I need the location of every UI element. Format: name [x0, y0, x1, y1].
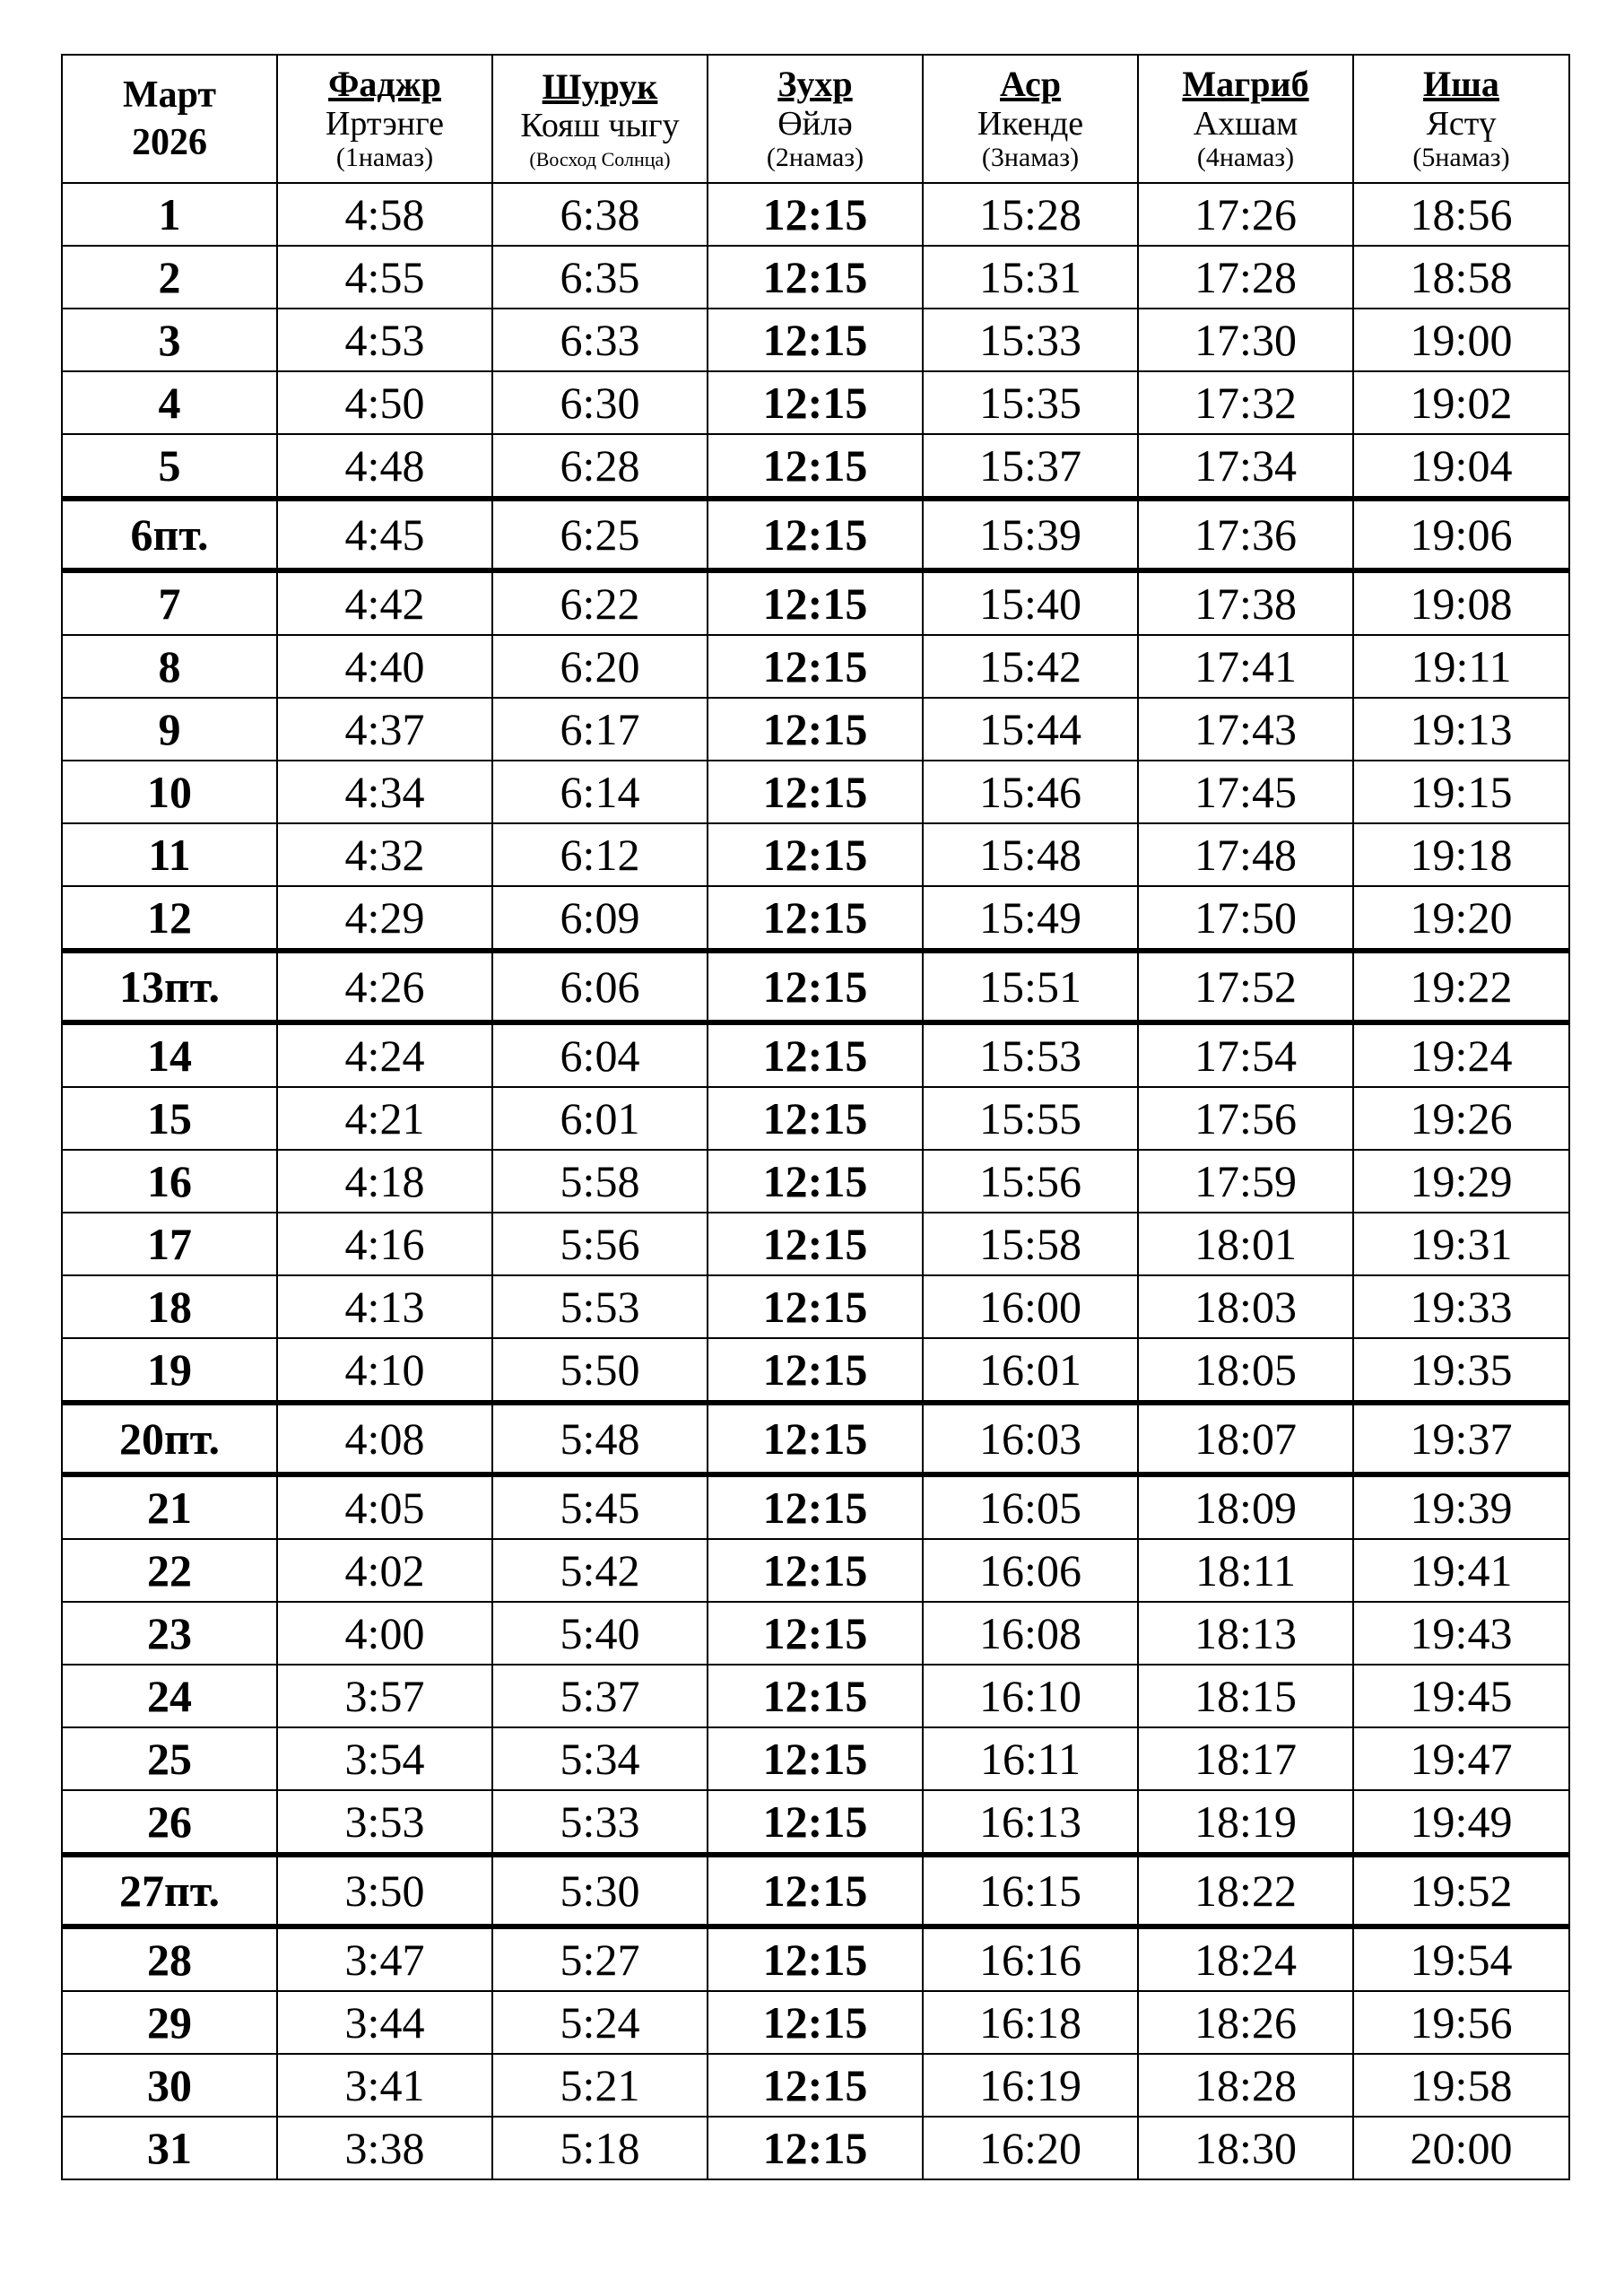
table-row: [62, 570, 1569, 635]
isha-time: 18:58: [1353, 246, 1569, 309]
day-cell: 14: [62, 1022, 277, 1087]
day-cell: 4: [62, 371, 277, 434]
zuhr-local-name: Өйлә: [777, 104, 853, 143]
zuhr-time: 12:15: [708, 1539, 923, 1602]
day-cell: 30: [62, 2054, 277, 2117]
isha-time: 19:04: [1353, 434, 1569, 499]
fajr-header: [277, 55, 492, 183]
isha-time: 19:15: [1353, 761, 1569, 823]
shuruk-time: 5:53: [492, 1275, 708, 1338]
asr-time: 15:42: [923, 635, 1138, 698]
zuhr-time: 12:15: [708, 1022, 923, 1087]
day-cell: 13пт.: [62, 951, 277, 1022]
maghrib-time: 17:43: [1138, 698, 1353, 761]
isha-time: 19:43: [1353, 1602, 1569, 1665]
maghrib-time: 17:56: [1138, 1087, 1353, 1150]
table-body: [62, 183, 1569, 2179]
table-row: [62, 1213, 1569, 1275]
fajr-time: 4:48: [277, 434, 492, 499]
day-cell: 6пт.: [62, 499, 277, 570]
isha-time: 19:33: [1353, 1275, 1569, 1338]
shuruk-time: 5:34: [492, 1727, 708, 1790]
year-label: 2026: [132, 121, 207, 163]
asr-time: 15:56: [923, 1150, 1138, 1213]
asr-time: 15:53: [923, 1022, 1138, 1087]
prayer-times-table: [61, 54, 1570, 2180]
fajr-time: 3:57: [277, 1665, 492, 1727]
fajr-time: 3:53: [277, 1790, 492, 1855]
zuhr-time: 12:15: [708, 951, 923, 1022]
fajr-time: 4:24: [277, 1022, 492, 1087]
isha-note: (5намаз): [1412, 143, 1510, 173]
table-row: [62, 183, 1569, 246]
table-row: [62, 1338, 1569, 1403]
isha-time: 19:24: [1353, 1022, 1569, 1087]
fajr-time: 4:37: [277, 698, 492, 761]
asr-time: 16:10: [923, 1665, 1138, 1727]
fajr-time: 4:18: [277, 1150, 492, 1213]
maghrib-header: [1138, 55, 1353, 183]
zuhr-time: 12:15: [708, 886, 923, 951]
maghrib-name: Магриб: [1182, 64, 1309, 105]
day-cell: 9: [62, 698, 277, 761]
zuhr-time: 12:15: [708, 499, 923, 570]
table-row: [62, 2117, 1569, 2179]
isha-local-name: Ястү: [1426, 104, 1497, 143]
zuhr-time: 12:15: [708, 2117, 923, 2179]
asr-time: 15:46: [923, 761, 1138, 823]
shuruk-time: 6:30: [492, 371, 708, 434]
maghrib-note: (4намаз): [1196, 143, 1295, 173]
shuruk-header: [492, 55, 708, 183]
asr-time: 15:58: [923, 1213, 1138, 1275]
asr-time: 16:08: [923, 1602, 1138, 1665]
asr-time: 15:51: [923, 951, 1138, 1022]
shuruk-time: 5:40: [492, 1602, 708, 1665]
shuruk-time: 6:04: [492, 1022, 708, 1087]
asr-time: 16:15: [923, 1855, 1138, 1926]
fajr-time: 4:08: [277, 1403, 492, 1474]
zuhr-time: 12:15: [708, 183, 923, 246]
table-row: [62, 1150, 1569, 1213]
shuruk-time: 6:06: [492, 951, 708, 1022]
shuruk-time: 5:50: [492, 1338, 708, 1403]
isha-time: 19:37: [1353, 1403, 1569, 1474]
month-year-cell: [62, 55, 277, 183]
isha-time: 19:20: [1353, 886, 1569, 951]
asr-time: 15:44: [923, 698, 1138, 761]
isha-time: 19:47: [1353, 1727, 1569, 1790]
asr-time: 16:20: [923, 2117, 1138, 2179]
table-row: [62, 309, 1569, 371]
fajr-time: 3:54: [277, 1727, 492, 1790]
table-row: [62, 1727, 1569, 1790]
table-row-friday: [62, 499, 1569, 570]
shuruk-time: 6:14: [492, 761, 708, 823]
asr-time: 15:48: [923, 823, 1138, 886]
maghrib-time: 18:09: [1138, 1474, 1353, 1539]
fajr-time: 4:50: [277, 371, 492, 434]
shuruk-time: 5:45: [492, 1474, 708, 1539]
maghrib-time: 18:17: [1138, 1727, 1353, 1790]
maghrib-time: 18:11: [1138, 1539, 1353, 1602]
day-cell: 22: [62, 1539, 277, 1602]
isha-header: [1353, 55, 1569, 183]
table-row: [62, 1926, 1569, 1991]
day-cell: 20пт.: [62, 1403, 277, 1474]
fajr-local-name: Иртэнге: [325, 104, 445, 143]
shuruk-note: (Восход Солнца): [529, 147, 671, 170]
asr-time: 16:16: [923, 1926, 1138, 1991]
table-row: [62, 886, 1569, 951]
table-row: [62, 371, 1569, 434]
day-cell: 31: [62, 2117, 277, 2179]
fajr-time: 4:21: [277, 1087, 492, 1150]
asr-time: 15:33: [923, 309, 1138, 371]
maghrib-time: 18:01: [1138, 1213, 1353, 1275]
day-cell: 12: [62, 886, 277, 951]
zuhr-time: 12:15: [708, 1087, 923, 1150]
month-label: Март: [122, 74, 217, 116]
zuhr-time: 12:15: [708, 635, 923, 698]
zuhr-time: 12:15: [708, 1403, 923, 1474]
shuruk-time: 5:48: [492, 1403, 708, 1474]
asr-time: 16:03: [923, 1403, 1138, 1474]
fajr-time: 4:32: [277, 823, 492, 886]
maghrib-time: 18:13: [1138, 1602, 1353, 1665]
maghrib-time: 17:38: [1138, 570, 1353, 635]
day-cell: 15: [62, 1087, 277, 1150]
fajr-time: 4:42: [277, 570, 492, 635]
table-row: [62, 1539, 1569, 1602]
shuruk-time: 5:27: [492, 1926, 708, 1991]
asr-local-name: Икенде: [977, 104, 1084, 143]
zuhr-time: 12:15: [708, 1275, 923, 1338]
isha-name: Иша: [1423, 64, 1499, 105]
maghrib-time: 18:19: [1138, 1790, 1353, 1855]
maghrib-time: 17:45: [1138, 761, 1353, 823]
asr-time: 16:11: [923, 1727, 1138, 1790]
day-cell: 5: [62, 434, 277, 499]
fajr-time: 4:16: [277, 1213, 492, 1275]
day-cell: 28: [62, 1926, 277, 1991]
maghrib-time: 18:28: [1138, 2054, 1353, 2117]
isha-time: 19:06: [1353, 499, 1569, 570]
fajr-time: 4:00: [277, 1602, 492, 1665]
isha-time: 19:31: [1353, 1213, 1569, 1275]
shuruk-time: 5:33: [492, 1790, 708, 1855]
zuhr-note: (2намаз): [766, 143, 864, 173]
shuruk-time: 6:20: [492, 635, 708, 698]
day-cell: 25: [62, 1727, 277, 1790]
zuhr-time: 12:15: [708, 823, 923, 886]
asr-time: 16:00: [923, 1275, 1138, 1338]
fajr-note: (1намаз): [335, 143, 434, 173]
asr-time: 15:31: [923, 246, 1138, 309]
table-row: [62, 1602, 1569, 1665]
zuhr-time: 12:15: [708, 246, 923, 309]
isha-time: 18:56: [1353, 183, 1569, 246]
zuhr-time: 12:15: [708, 761, 923, 823]
isha-time: 19:52: [1353, 1855, 1569, 1926]
maghrib-time: 17:41: [1138, 635, 1353, 698]
asr-time: 15:40: [923, 570, 1138, 635]
day-cell: 11: [62, 823, 277, 886]
day-cell: 23: [62, 1602, 277, 1665]
shuruk-time: 5:30: [492, 1855, 708, 1926]
maghrib-time: 18:15: [1138, 1665, 1353, 1727]
table-row: [62, 1790, 1569, 1855]
table-row-friday: [62, 1403, 1569, 1474]
shuruk-time: 5:18: [492, 2117, 708, 2179]
isha-time: 19:39: [1353, 1474, 1569, 1539]
shuruk-time: 5:58: [492, 1150, 708, 1213]
zuhr-time: 12:15: [708, 1338, 923, 1403]
isha-time: 19:08: [1353, 570, 1569, 635]
zuhr-time: 12:15: [708, 1991, 923, 2054]
table-row: [62, 1275, 1569, 1338]
zuhr-time: 12:15: [708, 371, 923, 434]
shuruk-time: 6:28: [492, 434, 708, 499]
asr-time: 15:55: [923, 1087, 1138, 1150]
zuhr-time: 12:15: [708, 1213, 923, 1275]
maghrib-time: 17:48: [1138, 823, 1353, 886]
asr-time: 16:18: [923, 1991, 1138, 2054]
shuruk-time: 6:22: [492, 570, 708, 635]
fajr-time: 4:26: [277, 951, 492, 1022]
isha-time: 19:35: [1353, 1338, 1569, 1403]
day-cell: 17: [62, 1213, 277, 1275]
maghrib-time: 18:22: [1138, 1855, 1353, 1926]
fajr-time: 3:41: [277, 2054, 492, 2117]
asr-header: [923, 55, 1138, 183]
table-row: [62, 1087, 1569, 1150]
table-row: [62, 1991, 1569, 2054]
asr-time: 15:37: [923, 434, 1138, 499]
shuruk-time: 5:37: [492, 1665, 708, 1727]
asr-time: 15:28: [923, 183, 1138, 246]
zuhr-header: [708, 55, 923, 183]
asr-note: (3намаз): [981, 143, 1080, 173]
shuruk-time: 6:12: [492, 823, 708, 886]
table-row: [62, 1665, 1569, 1727]
fajr-time: 4:13: [277, 1275, 492, 1338]
isha-time: 19:45: [1353, 1665, 1569, 1727]
zuhr-time: 12:15: [708, 1727, 923, 1790]
isha-time: 19:49: [1353, 1790, 1569, 1855]
maghrib-time: 17:50: [1138, 886, 1353, 951]
maghrib-time: 17:54: [1138, 1022, 1353, 1087]
shuruk-time: 6:38: [492, 183, 708, 246]
shuruk-local-name: Кояш чыгу: [520, 107, 680, 145]
maghrib-time: 18:03: [1138, 1275, 1353, 1338]
maghrib-time: 17:34: [1138, 434, 1353, 499]
table-row: [62, 823, 1569, 886]
day-cell: 3: [62, 309, 277, 371]
isha-time: 19:26: [1353, 1087, 1569, 1150]
isha-time: 19:02: [1353, 371, 1569, 434]
isha-time: 19:29: [1353, 1150, 1569, 1213]
zuhr-time: 12:15: [708, 434, 923, 499]
day-cell: 16: [62, 1150, 277, 1213]
day-cell: 19: [62, 1338, 277, 1403]
maghrib-time: 18:07: [1138, 1403, 1353, 1474]
maghrib-time: 18:24: [1138, 1926, 1353, 1991]
isha-time: 20:00: [1353, 2117, 1569, 2179]
day-cell: 21: [62, 1474, 277, 1539]
table-row: [62, 246, 1569, 309]
shuruk-name: Шурук: [542, 65, 658, 107]
asr-time: 16:19: [923, 2054, 1138, 2117]
asr-time: 15:49: [923, 886, 1138, 951]
zuhr-name: Зухр: [777, 64, 853, 105]
fajr-time: 4:10: [277, 1338, 492, 1403]
isha-time: 19:54: [1353, 1926, 1569, 1991]
asr-time: 16:13: [923, 1790, 1138, 1855]
shuruk-time: 5:21: [492, 2054, 708, 2117]
asr-name: Аср: [1000, 64, 1061, 105]
shuruk-time: 6:33: [492, 309, 708, 371]
day-cell: 26: [62, 1790, 277, 1855]
day-cell: 29: [62, 1991, 277, 2054]
shuruk-time: 5:42: [492, 1539, 708, 1602]
table-row: [62, 1474, 1569, 1539]
table-row: [62, 1022, 1569, 1087]
zuhr-time: 12:15: [708, 570, 923, 635]
shuruk-time: 6:01: [492, 1087, 708, 1150]
isha-time: 19:00: [1353, 309, 1569, 371]
fajr-time: 3:38: [277, 2117, 492, 2179]
table-header: [62, 55, 1569, 183]
table-row: [62, 635, 1569, 698]
maghrib-time: 18:30: [1138, 2117, 1353, 2179]
isha-time: 19:58: [1353, 2054, 1569, 2117]
zuhr-time: 12:15: [708, 309, 923, 371]
zuhr-time: 12:15: [708, 1855, 923, 1926]
shuruk-time: 6:09: [492, 886, 708, 951]
fajr-time: 4:55: [277, 246, 492, 309]
fajr-time: 4:02: [277, 1539, 492, 1602]
fajr-time: 4:45: [277, 499, 492, 570]
isha-time: 19:18: [1353, 823, 1569, 886]
asr-time: 15:35: [923, 371, 1138, 434]
day-cell: 24: [62, 1665, 277, 1727]
shuruk-time: 6:35: [492, 246, 708, 309]
table-row-friday: [62, 1855, 1569, 1926]
day-cell: 7: [62, 570, 277, 635]
maghrib-time: 17:30: [1138, 309, 1353, 371]
table-row: [62, 434, 1569, 499]
day-cell: 18: [62, 1275, 277, 1338]
isha-time: 19:22: [1353, 951, 1569, 1022]
zuhr-time: 12:15: [708, 1150, 923, 1213]
header-row: [62, 55, 1569, 183]
isha-time: 19:56: [1353, 1991, 1569, 2054]
fajr-time: 4:34: [277, 761, 492, 823]
day-cell: 10: [62, 761, 277, 823]
day-cell: 1: [62, 183, 277, 246]
shuruk-time: 5:24: [492, 1991, 708, 2054]
table-row-friday: [62, 951, 1569, 1022]
asr-time: 16:06: [923, 1539, 1138, 1602]
fajr-name: Фаджр: [328, 64, 441, 105]
maghrib-time: 17:59: [1138, 1150, 1353, 1213]
maghrib-time: 18:05: [1138, 1338, 1353, 1403]
isha-time: 19:11: [1353, 635, 1569, 698]
zuhr-time: 12:15: [708, 698, 923, 761]
day-cell: 27пт.: [62, 1855, 277, 1926]
fajr-time: 4:29: [277, 886, 492, 951]
shuruk-time: 5:56: [492, 1213, 708, 1275]
table-row: [62, 761, 1569, 823]
isha-time: 19:41: [1353, 1539, 1569, 1602]
maghrib-time: 17:28: [1138, 246, 1353, 309]
zuhr-time: 12:15: [708, 1474, 923, 1539]
fajr-time: 3:47: [277, 1926, 492, 1991]
day-cell: 8: [62, 635, 277, 698]
fajr-time: 3:44: [277, 1991, 492, 2054]
fajr-time: 4:58: [277, 183, 492, 246]
zuhr-time: 12:15: [708, 1665, 923, 1727]
zuhr-time: 12:15: [708, 2054, 923, 2117]
maghrib-time: 17:32: [1138, 371, 1353, 434]
fajr-time: 4:53: [277, 309, 492, 371]
fajr-time: 4:05: [277, 1474, 492, 1539]
shuruk-time: 6:25: [492, 499, 708, 570]
maghrib-time: 17:26: [1138, 183, 1353, 246]
asr-time: 16:05: [923, 1474, 1138, 1539]
table-row: [62, 698, 1569, 761]
isha-time: 19:13: [1353, 698, 1569, 761]
maghrib-time: 17:36: [1138, 499, 1353, 570]
zuhr-time: 12:15: [708, 1790, 923, 1855]
maghrib-time: 17:52: [1138, 951, 1353, 1022]
maghrib-time: 18:26: [1138, 1991, 1353, 2054]
zuhr-time: 12:15: [708, 1926, 923, 1991]
maghrib-local-name: Ахшам: [1193, 104, 1298, 143]
shuruk-time: 6:17: [492, 698, 708, 761]
day-cell: 2: [62, 246, 277, 309]
zuhr-time: 12:15: [708, 1602, 923, 1665]
asr-time: 15:39: [923, 499, 1138, 570]
table-row: [62, 2054, 1569, 2117]
asr-time: 16:01: [923, 1338, 1138, 1403]
fajr-time: 3:50: [277, 1855, 492, 1926]
fajr-time: 4:40: [277, 635, 492, 698]
